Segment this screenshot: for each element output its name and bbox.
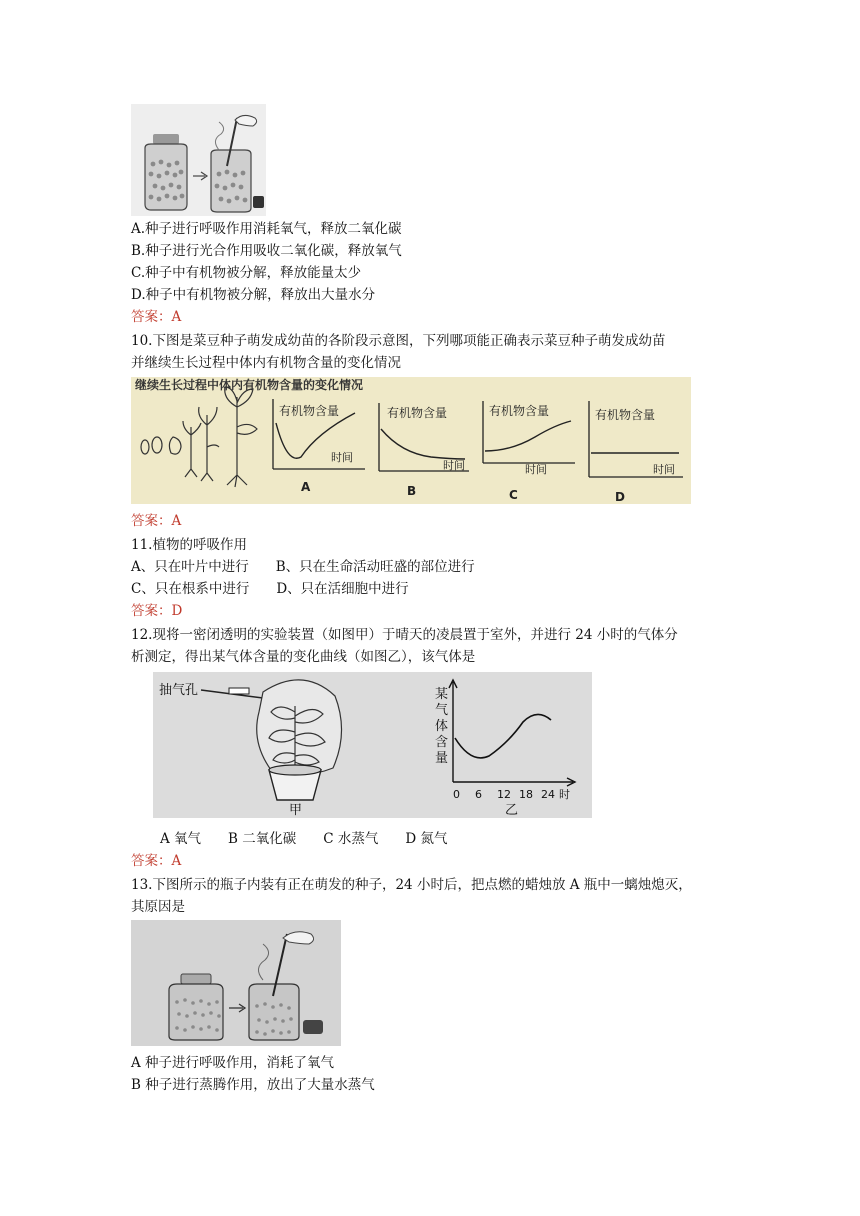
jar-experiment-figure-1	[131, 104, 266, 216]
graph-c-label: C	[509, 488, 518, 502]
graph-d-ylabel: 有机物含量	[595, 408, 656, 422]
q12-answer: 答案：A	[131, 853, 182, 869]
graph-a-label: A	[301, 480, 311, 494]
q10-stem-line2: 并继续生长过程中体内有机物含量的变化情况	[131, 355, 401, 371]
q12-stem-line1: 12.现将一密闭透明的实验装置（如图甲）于晴天的凌晨置于室外，并进行 24 小时的气体分	[131, 627, 678, 643]
xtick-24: 24	[541, 788, 555, 801]
q12-stem-line2: 析测定，得出某气体含量的变化曲线（如图乙），该气体是	[131, 649, 476, 665]
graph-b-ylabel: 有机物含量	[387, 406, 448, 420]
figure-header-text: 继续生长过程中体内有机物含量的变化情况	[135, 378, 364, 392]
q13-option-a: A 种子进行呼吸作用，消耗了氧气	[131, 1055, 335, 1071]
graph-c-xlabel: 时间	[525, 463, 547, 476]
graph-ylabel-char-5: 量	[435, 751, 449, 766]
graph-c-ylabel: 有机物含量	[489, 404, 550, 418]
figure-jia-caption: 甲	[289, 803, 303, 818]
xtick-0: 0	[453, 788, 460, 801]
q10-stem-line1: 10.下图是菜豆种子萌发成幼苗的各阶段示意图，下列哪项能正确表示菜豆种子萌发成幼苗	[131, 333, 666, 349]
q11-answer: 答案：D	[131, 603, 183, 619]
pump-hole-label: 抽气孔	[159, 683, 199, 698]
xtick-6: 6	[475, 788, 482, 801]
xtick-12: 12	[497, 788, 511, 801]
figure-yi-caption: 乙	[505, 803, 519, 818]
q13-stem-line1: 13.下图所示的瓶子内装有正在萌发的种子，24 小时后，把点燃的蜡烛放 A 瓶中一螭烛熄灭，	[131, 877, 692, 893]
q9-option-d: D.种子中有机物被分解，释放出大量水分	[131, 287, 376, 303]
q9-option-a: A.种子进行呼吸作用消耗氧气，释放二氧化碳	[131, 221, 402, 237]
jar-experiment-figure-2	[131, 920, 341, 1046]
graph-d-label: D	[615, 490, 625, 504]
graph-b-label: B	[407, 484, 417, 498]
graph-ylabel-char-3: 体	[435, 719, 449, 734]
sealed-plant-gas-figure	[153, 672, 592, 818]
q9-option-b: B.种子进行光合作用吸收二氧化碳，释放氧气	[131, 243, 402, 259]
xtick-18: 18	[519, 788, 533, 801]
q13-option-b: B 种子进行蒸腾作用，放出了大量水蒸气	[131, 1077, 375, 1093]
q9-option-c: C.种子中有机物被分解，释放能量太少	[131, 265, 362, 281]
q13-stem-line2: 其原因是	[131, 899, 185, 915]
q11-stem: 11.植物的呼吸作用	[131, 537, 247, 553]
graph-ylabel-char-1: 某	[435, 687, 449, 702]
graph-a-xlabel: 时间	[331, 451, 353, 464]
graph-a-ylabel: 有机物含量	[279, 404, 340, 418]
q11-options-row2: C、只在根系中进行 D、只在活细胞中进行	[131, 581, 409, 597]
q12-options: A 氧气 B 二氧化碳 C 水蒸气 D 氮气	[160, 831, 448, 847]
q9-answer: 答案：A	[131, 309, 182, 325]
q10-answer: 答案：A	[131, 513, 182, 529]
graph-d-xlabel: 时间	[653, 463, 675, 476]
q11-options-row1: A、只在叶片中进行 B、只在生命活动旺盛的部位进行	[131, 559, 475, 575]
graph-ylabel-char-4: 含	[435, 735, 449, 750]
xaxis-unit: 时	[559, 788, 570, 801]
graph-b-xlabel: 时间	[443, 459, 465, 472]
seedling-organic-matter-figure	[131, 377, 691, 504]
graph-ylabel-char-2: 气	[435, 703, 449, 718]
